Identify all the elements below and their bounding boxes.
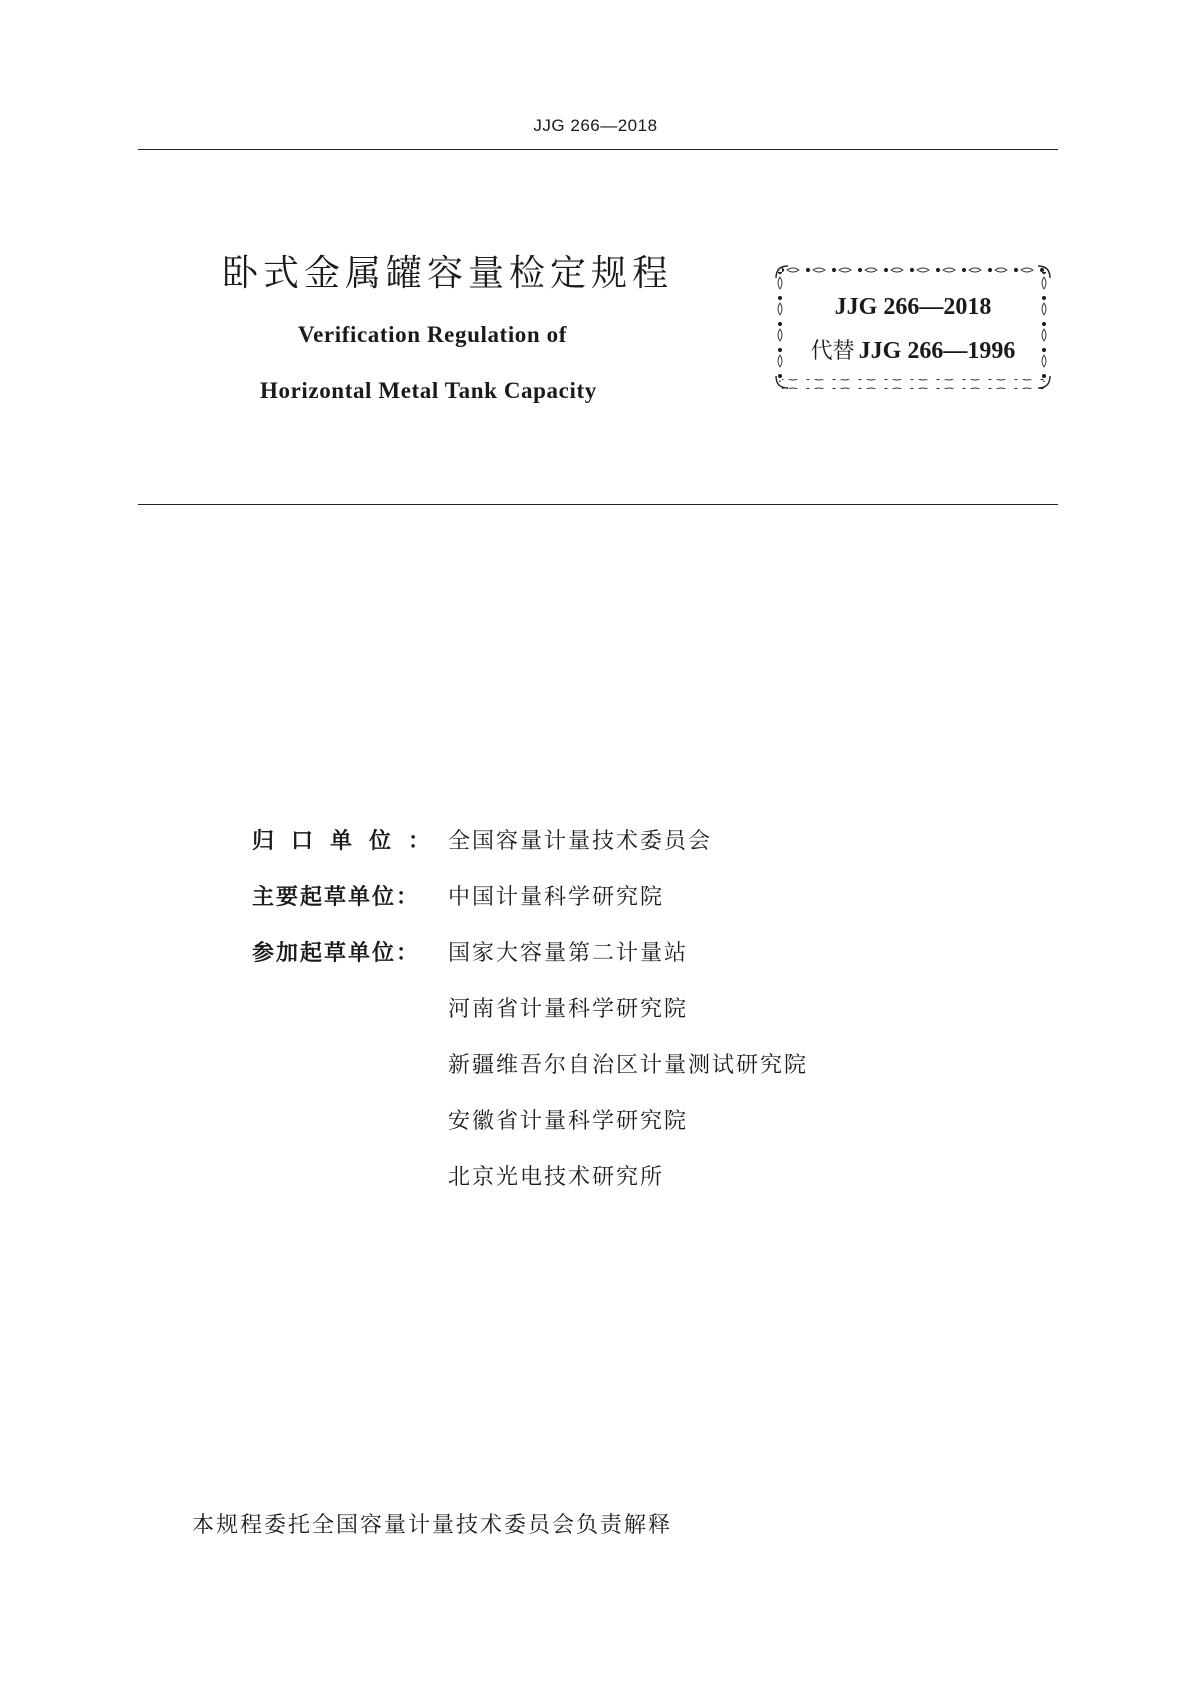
participating-drafters-list (448, 992, 908, 1216)
interpretation-note: 本规程委托全国容量计量技术委员会负责解释 (192, 1513, 673, 1538)
responsible-unit-value: 全国容量计量技术委员会 (448, 829, 713, 854)
responsible-unit-label: 归口单位： (252, 829, 448, 854)
header-rule (138, 149, 1058, 150)
replaced-standard-code: JJG 266—1996 (858, 338, 1016, 364)
participating-drafter: 北京光电技术研究所 (448, 1165, 665, 1190)
participating-drafters-label: 参加起草单位： (252, 941, 421, 966)
standard-code: JJG 266—2018 (834, 294, 992, 320)
replaced-standard-line (774, 334, 1052, 365)
participating-drafter: 新疆维吾尔自治区计量测试研究院 (448, 1053, 809, 1078)
participating-drafter: 国家大容量第二计量站 (448, 941, 689, 966)
section-rule (138, 504, 1058, 505)
main-drafter-value: 中国计量科学研究院 (448, 885, 665, 910)
running-header: JJG 266—2018 (533, 116, 658, 135)
standard-code-box (774, 264, 1052, 390)
participating-drafters-row (252, 936, 712, 992)
main-drafter-label: 主要起草单位： (252, 885, 421, 910)
participating-drafter: 河南省计量科学研究院 (448, 997, 689, 1022)
main-drafter-row (252, 880, 712, 936)
responsible-unit-row (252, 824, 712, 880)
document-title-english-line2: Horizontal Metal Tank Capacity (260, 378, 597, 403)
decorative-border (774, 264, 1052, 390)
participating-drafter: 安徽省计量科学研究院 (448, 1109, 689, 1134)
document-title-chinese: 卧式金属罐容量检定规程 (222, 253, 674, 294)
drafting-organizations (252, 824, 809, 1216)
replace-word: 代替 (810, 339, 855, 364)
document-title-english-line1: Verification Regulation of (298, 322, 568, 347)
